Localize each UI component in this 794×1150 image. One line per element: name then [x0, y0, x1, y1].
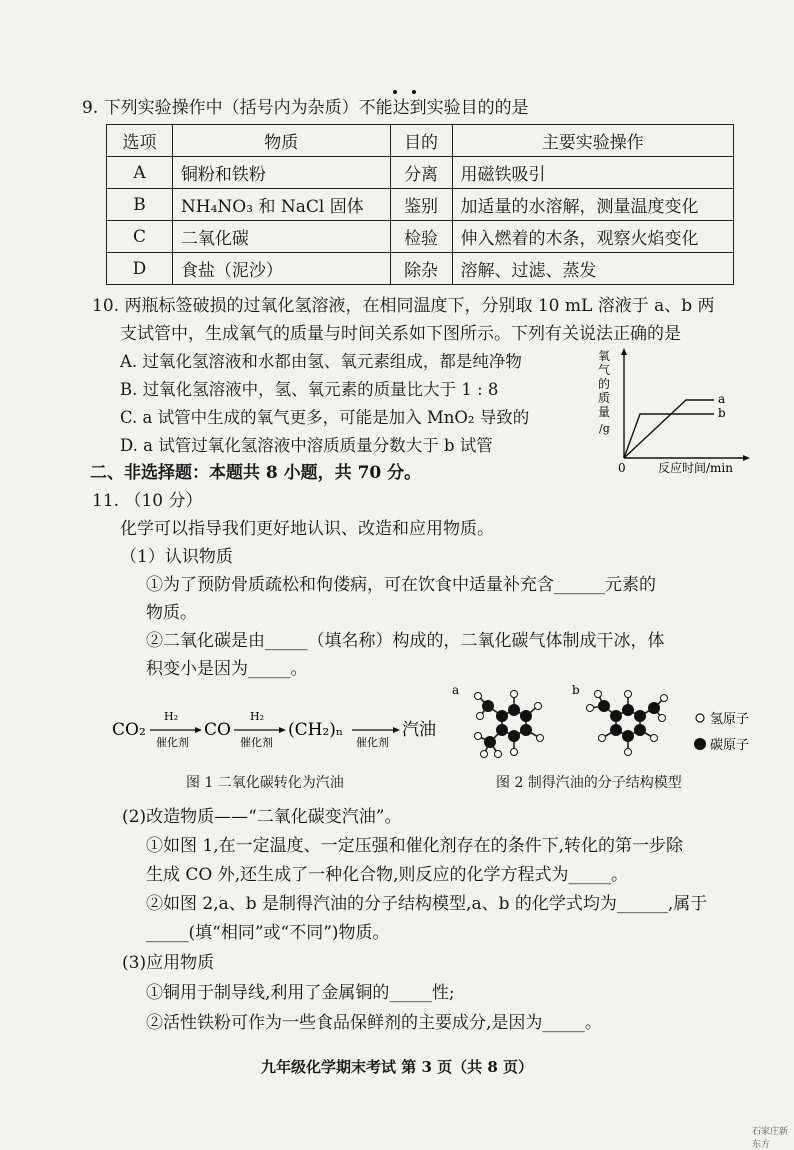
q11-part1-a-line2: 物质。	[146, 603, 197, 623]
table-header: 主要实验操作	[452, 125, 733, 157]
arrowhead-3	[393, 727, 400, 733]
q11-intro: 化学可以指导我们更好地认识、改造和应用物质。	[120, 519, 494, 539]
watermark: 石家庄新东方	[752, 1127, 789, 1150]
x-axis-arrow	[743, 455, 750, 461]
table-cell: 鉴别	[390, 189, 452, 221]
h2-label-1: H₂	[164, 710, 179, 723]
series-label-b: b	[718, 406, 726, 420]
table-cell: 检验	[390, 221, 452, 253]
q11-part3-b: ②活性铁粉可作为一些食品保鲜剂的主要成分,是因为_____。	[146, 1013, 602, 1033]
q11-part1-b-line1: ②二氧化碳是由_____（填名称）构成的，二氧化碳气体制成干冰，体	[146, 631, 665, 651]
table-cell: 溶解、过滤、蒸发	[452, 253, 733, 285]
model-b-label: b	[572, 683, 580, 697]
ylabel-char: 质	[598, 391, 611, 405]
molecule-b-atoms	[587, 691, 668, 756]
graph-xlabel: 反应时间/min	[658, 461, 733, 475]
ch2n-formula: (CH₂)ₙ	[288, 720, 344, 740]
legend-hydrogen: 氢原子	[710, 712, 750, 727]
catalyst-label-2: 催化剂	[240, 736, 273, 749]
q11-part1-b-line2: 积变小是因为_____。	[146, 659, 308, 679]
table-cell: 用磁铁吸引	[452, 157, 733, 189]
table-cell: 伸入燃着的木条，观察火焰变化	[452, 221, 733, 253]
molecule-a-atoms	[475, 691, 544, 758]
q10-stem-line2: 支试管中，生成氧气的质量与时间关系如下图所示。下列有关说法正确的是	[120, 324, 681, 344]
page-footer: 九年级化学期末考试 第 3 页（共 8 页）	[261, 1058, 533, 1076]
q9-stem: 9. 下列实验操作中（括号内为杂质）不能达到实验目的的是	[82, 98, 529, 118]
q11-head: 11. （10 分）	[92, 491, 203, 511]
ylabel-char: 气	[598, 363, 611, 377]
graph-origin: 0	[618, 461, 626, 475]
table-cell: B	[107, 189, 173, 221]
arrowhead-1	[195, 727, 202, 733]
table-header-row	[107, 125, 734, 157]
q10-option-d: D. a 试管过氧化氢溶液中溶质质量分数大于 b 试管	[120, 436, 493, 455]
emphasis-dots	[383, 90, 423, 98]
table-cell: C	[107, 221, 173, 253]
oxygen-mass-graph	[596, 346, 756, 476]
series-line-b	[624, 414, 714, 458]
section-two-heading: 二、非选择题：本题共 8 小题，共 70 分。	[90, 463, 422, 483]
catalyst-label-1: 催化剂	[156, 736, 189, 749]
table-row	[107, 221, 734, 253]
arrowhead-2	[279, 727, 286, 733]
q11-part2-title: (2)改造物质——“二氧化碳变汽油”。	[122, 807, 402, 827]
carbon-legend-icon	[694, 738, 706, 750]
figure1-caption: 图 1 二氧化碳转化为汽油	[186, 775, 344, 791]
legend-carbon: 碳原子	[710, 738, 750, 753]
q11-part2-a-line2: 生成 CO 外,还生成了一种化合物,则反应的化学方程式为_____。	[146, 865, 629, 885]
series-label-a: a	[718, 392, 726, 406]
q11-part1-a-line1: ①为了预防骨质疏松和佝偻病，可在饮食中适量补充含______元素的	[146, 575, 656, 595]
table-cell: NH₄NO₃ 和 NaCl 固体	[172, 189, 390, 221]
ylabel-unit: /g	[599, 422, 610, 435]
q9-table	[106, 124, 734, 285]
gasoline-label: 汽油	[402, 720, 436, 740]
figure2-caption: 图 2 制得汽油的分子结构模型	[496, 775, 682, 791]
figure2-molecule-models	[448, 680, 778, 780]
table-header: 选项	[107, 125, 173, 157]
catalyst-label-3: 催化剂	[356, 736, 389, 749]
co2-formula: CO₂	[112, 720, 146, 740]
table-cell: 食盐（泥沙）	[172, 253, 390, 285]
table-cell: 二氧化碳	[172, 221, 390, 253]
table-cell: 除杂	[390, 253, 452, 285]
model-a-label: a	[452, 683, 460, 697]
y-axis-arrow	[621, 348, 627, 355]
q11-part3-title: (3)应用物质	[122, 953, 215, 973]
table-header: 物质	[172, 125, 390, 157]
q11-part2-b-line2: _____(填“相同”或“不同”)物质。	[146, 923, 390, 943]
hydrogen-legend-icon	[696, 714, 704, 722]
series-line-a	[624, 400, 714, 458]
q10-option-a: A. 过氧化氢溶液和水都由氢、氧元素组成，都是纯净物	[120, 352, 522, 371]
ylabel-char: 氧	[598, 349, 611, 363]
h2-label-2: H₂	[250, 710, 265, 723]
q11-part2-b-line1: ②如图 2,a、b 是制得汽油的分子结构模型,a、b 的化学式均为______,属于	[146, 894, 708, 914]
q11-part1-title: （1）认识物质	[120, 547, 233, 567]
co-formula: CO	[204, 720, 231, 740]
table-row	[107, 157, 734, 189]
ylabel-char: 量	[598, 405, 611, 419]
q10-option-b: B. 过氧化氢溶液中，氢、氧元素的质量比大于 1 : 8	[120, 380, 499, 399]
table-cell: 铜粉和铁粉	[172, 157, 390, 189]
table-cell: D	[107, 253, 173, 285]
ylabel-char: 的	[598, 377, 611, 391]
q10-stem-line1: 10. 两瓶标签破损的过氧化氢溶液，在相同温度下，分别取 10 mL 溶液于 a、b 两	[92, 296, 715, 316]
figure1-conversion-scheme	[112, 702, 452, 752]
table-cell: 加适量的水溶解，测量温度变化	[452, 189, 733, 221]
table-row	[107, 253, 734, 285]
table-cell: 分离	[390, 157, 452, 189]
q11-part3-a: ①铜用于制导线,利用了金属铜的_____性;	[146, 983, 455, 1003]
table-row	[107, 189, 734, 221]
q11-part2-a-line1: ①如图 1,在一定温度、一定压强和催化剂存在的条件下,转化的第一步除	[146, 836, 684, 856]
q10-option-c: C. a 试管中生成的氧气更多，可能是加入 MnO₂ 导致的	[120, 408, 530, 427]
table-header: 目的	[390, 125, 452, 157]
table-cell: A	[107, 157, 173, 189]
